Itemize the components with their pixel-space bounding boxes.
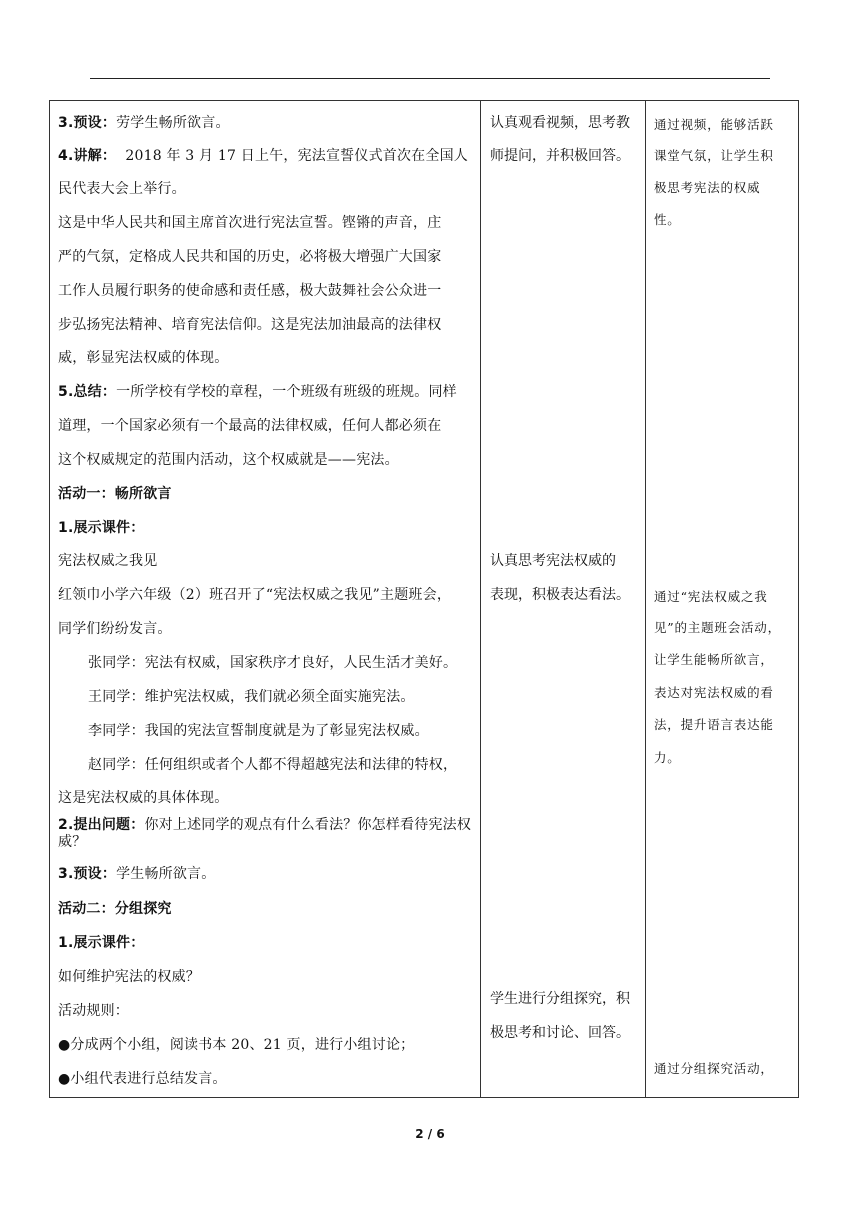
- list-item: ●分成两个小组，阅读书本 20、21 页，进行小组讨论；: [58, 1037, 415, 1053]
- student-activity-cell: [481, 101, 646, 1098]
- paragraph: 工作人员履行职务的使命感和责任感，极大鼓舞社会公众进一: [58, 283, 442, 299]
- intent-text: 性。: [654, 212, 681, 227]
- paragraph: 严的气氛，定格成人民共和国的历史，必将极大增强广大国家: [58, 249, 442, 265]
- text: 劳学生畅所欲言。: [116, 115, 230, 131]
- quote-line: 李同学：我国的宪法宣誓制度就是为了彰显宪法权威。: [88, 723, 429, 739]
- paragraph: 同学们纷纷发言。: [58, 621, 172, 637]
- sub-heading: 1.展示课件：: [58, 520, 145, 536]
- table-row: [50, 101, 799, 1098]
- paragraph: [58, 115, 474, 131]
- page-number: 2 / 6: [415, 1127, 445, 1141]
- text: 你对上述同学的观点有什么看法？你怎样看待宪法权威？: [58, 817, 472, 850]
- section-heading: 活动二：分组探究: [58, 901, 172, 917]
- intent-text: 见”的主题班会活动，: [654, 620, 781, 635]
- intent-text: 通过分组探究活动，: [654, 1061, 774, 1076]
- intent-text: 极思考宪法的权威: [654, 180, 761, 195]
- lesson-plan-table: [49, 100, 799, 1098]
- paragraph: 民代表大会上举行。: [58, 181, 186, 197]
- paragraph: 这是宪法权威的具体体现。: [58, 790, 229, 806]
- student-text: 认真思考宪法权威的: [490, 553, 616, 569]
- paragraph: 威，彰显宪法权威的体现。: [58, 350, 229, 366]
- label: 3.预设：: [58, 866, 117, 882]
- paragraph: 红领巾小学六年级（2）班召开了“宪法权威之我见”主题班会，: [58, 587, 452, 603]
- paragraph: 这个权威规定的范围内活动，这个权威就是——宪法。: [58, 452, 399, 468]
- paragraph: 如何维护宪法的权威？: [58, 969, 200, 985]
- student-text: 师提问，并积极回答。: [490, 148, 630, 164]
- student-text: 认真观看视频，思考教: [490, 115, 630, 131]
- student-text: 极思考和讨论、回答。: [490, 1025, 630, 1041]
- paragraph: [58, 866, 474, 882]
- text: 2018 年 3 月 17 日上午，宪法宣誓仪式首次在全国人: [125, 148, 468, 164]
- label: 3.预设：: [58, 115, 117, 131]
- section-heading: 活动一：畅所欲言: [58, 486, 172, 502]
- intent-text: 法，提升语言表达能: [654, 717, 774, 732]
- paragraph: 宪法权威之我见: [58, 553, 158, 569]
- teacher-activity-cell: [50, 101, 481, 1098]
- intent-text: 让学生能畅所欲言，: [654, 652, 774, 667]
- paragraph: 活动规则：: [58, 1003, 129, 1019]
- intent-text: 通过“宪法权威之我: [654, 589, 768, 604]
- paragraph: [58, 817, 474, 851]
- intent-text: 课堂气氛，让学生积: [654, 148, 774, 163]
- label: 5.总结：: [58, 384, 117, 400]
- quote-line: 赵同学：任何组织或者个人都不得超越宪法和法律的特权，: [88, 757, 458, 773]
- student-text: 表现，积极表达看法。: [490, 587, 630, 603]
- intent-text: 通过视频，能够活跃: [654, 117, 774, 132]
- student-text: 学生进行分组探究，积: [490, 991, 630, 1007]
- list-item: ●小组代表进行总结发言。: [58, 1071, 227, 1087]
- sub-heading: 1.展示课件：: [58, 935, 145, 951]
- intent-text: 力。: [654, 750, 681, 765]
- quote-line: 王同学：维护宪法权威，我们就必须全面实施宪法。: [88, 689, 415, 705]
- paragraph: [58, 384, 474, 400]
- intent-text: 表达对宪法权威的看: [654, 685, 774, 700]
- text: 一所学校有学校的章程，一个班级有班级的班规。同样: [116, 384, 457, 400]
- quote-line: 张同学：宪法有权威，国家秩序才良好，人民生活才美好。: [88, 655, 458, 671]
- paragraph: 步弘扬宪法精神、培育宪法信仰。这是宪法加油最高的法律权: [58, 317, 442, 333]
- design-intent-cell: [646, 101, 799, 1098]
- text: 学生畅所欲言。: [116, 866, 216, 882]
- paragraph: 道理，一个国家必须有一个最高的法律权威，任何人都必须在: [58, 418, 442, 434]
- label: 4.讲解：: [58, 148, 117, 164]
- header-rule: [90, 78, 770, 79]
- paragraph: 这是中华人民共和国主席首次进行宪法宣誓。铿锵的声音，庄: [58, 215, 442, 231]
- label: 2.提出问题：: [58, 817, 145, 833]
- paragraph: [58, 148, 474, 164]
